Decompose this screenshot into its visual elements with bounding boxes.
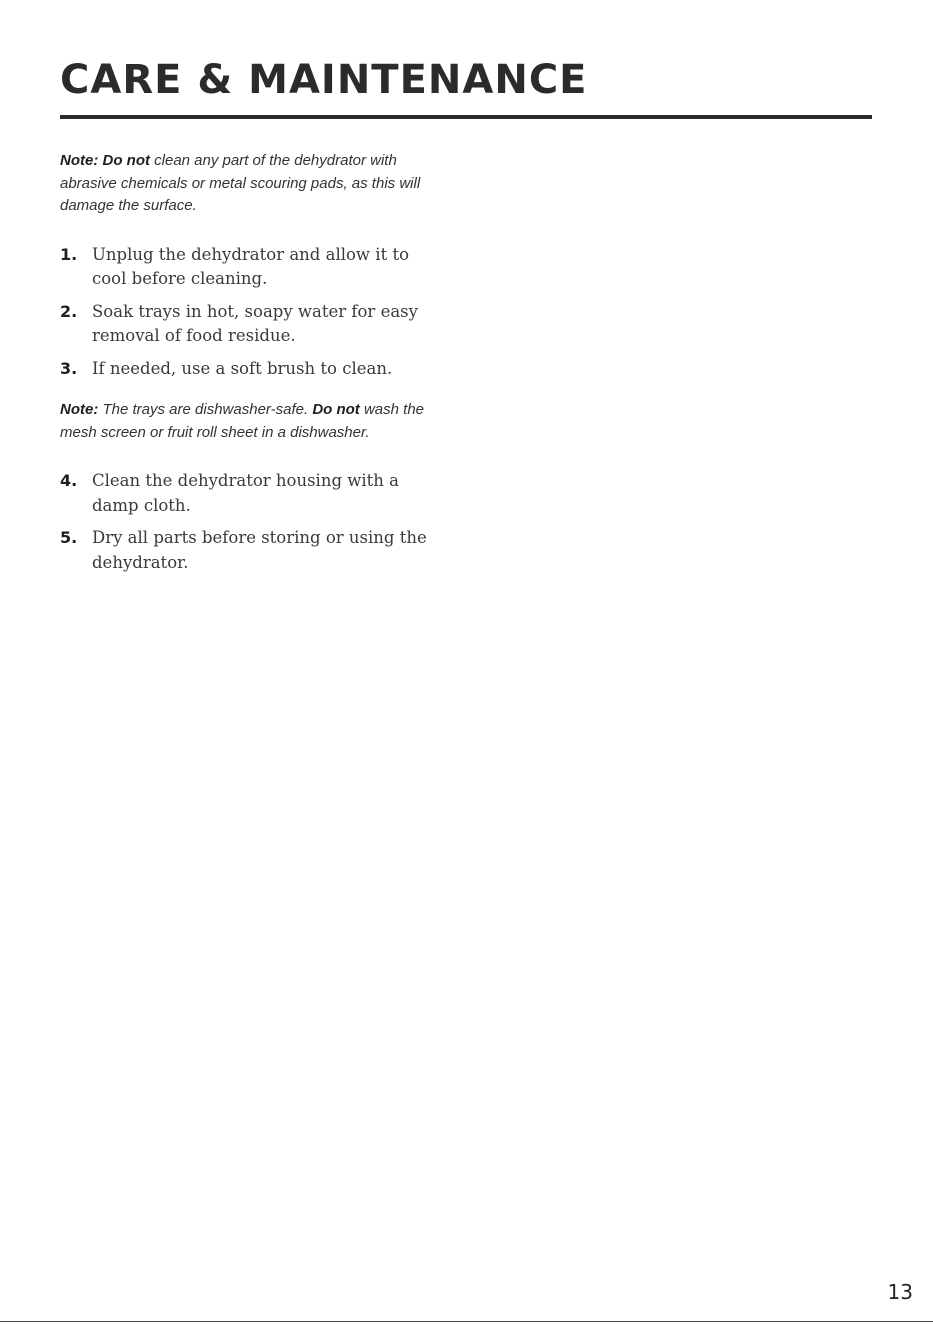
step-number: 2. [60, 301, 78, 321]
footer-divider [0, 1321, 933, 1322]
step-text: Clean the dehydrator housing with a damp cloth. [92, 471, 400, 515]
step-text: If needed, use a soft brush to clean. [92, 358, 393, 378]
note-label: Note: [60, 401, 99, 418]
step-number: 5. [60, 528, 78, 547]
note-label: Note: Do not [60, 152, 150, 169]
title-divider [60, 115, 872, 119]
step-number: 1. [60, 244, 78, 264]
note-abrasive-warning [60, 150, 440, 218]
note-text: clean any part of the dehydrator with abrasive chemicals or metal scouring pads, as this will damage the surface. [60, 152, 421, 214]
step-number: 4. [60, 471, 78, 490]
note-dishwasher [60, 399, 440, 444]
page-number: 13 [887, 1280, 913, 1304]
note-text: The trays are dishwasher-safe. [98, 401, 313, 418]
list-item [60, 243, 440, 292]
list-item [60, 357, 440, 382]
list-item [60, 300, 440, 349]
step-text: Dry all parts before storing or using the dehydrator. [92, 528, 427, 572]
list-item [60, 469, 440, 518]
care-content [60, 150, 440, 583]
note-emphasis: Do not [312, 401, 360, 418]
note-text: wash the mesh screen or fruit roll sheet in a dishwasher. [60, 401, 425, 441]
list-item [60, 526, 440, 575]
step-text: Soak trays in hot, soapy water for easy removal of food residue. [92, 301, 418, 345]
step-number: 3. [60, 358, 78, 378]
cleaning-steps-list [60, 243, 440, 382]
cleaning-steps-list-continued [60, 469, 440, 575]
step-text: Unplug the dehydrator and allow it to cool before cleaning. [92, 244, 410, 288]
page-title: CARE & MAINTENANCE [60, 57, 588, 103]
